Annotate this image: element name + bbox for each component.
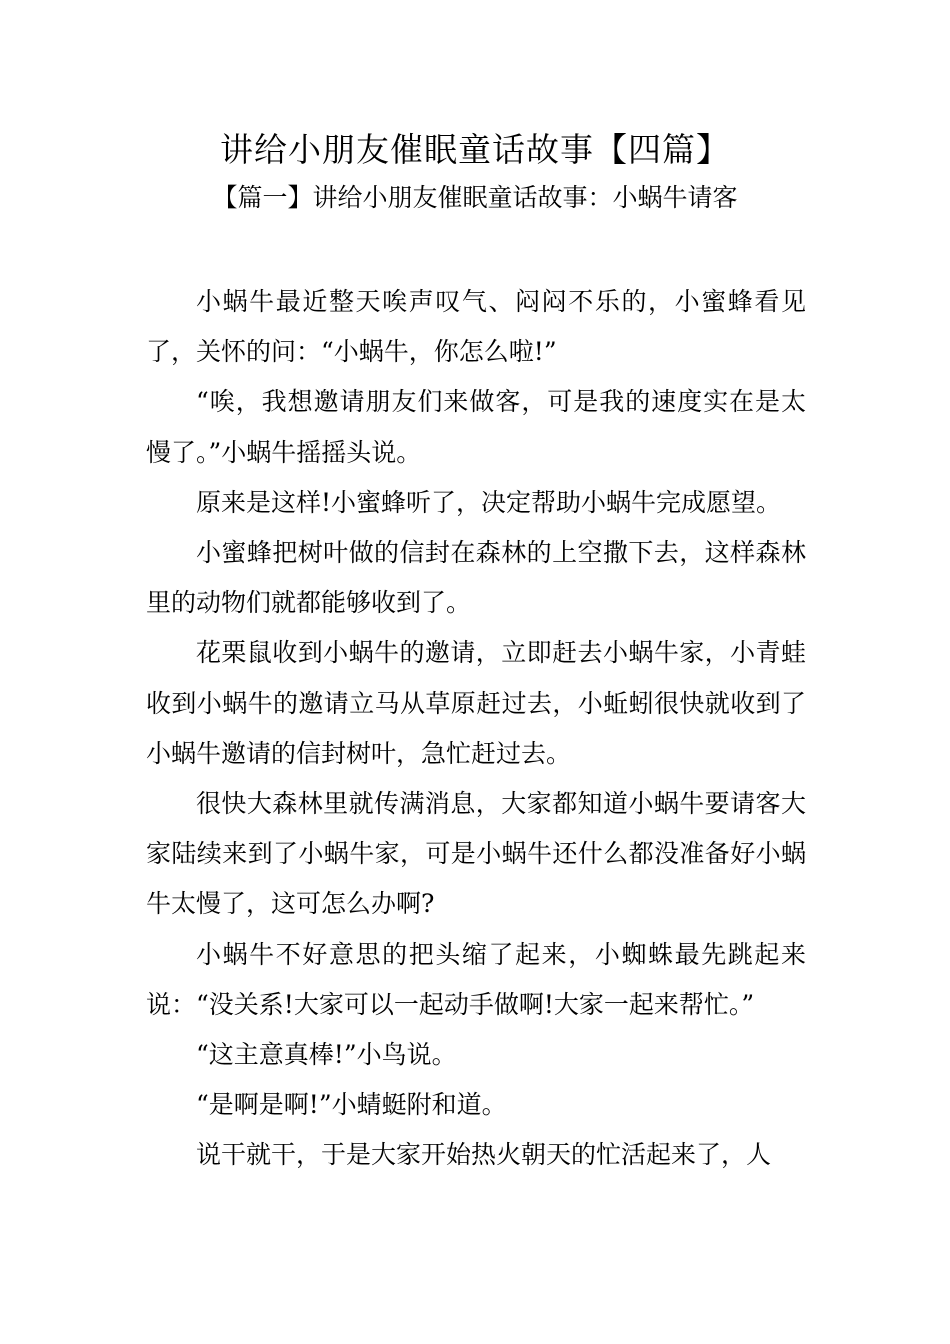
paragraph: 很快大森林里就传满消息，大家都知道小蜗牛要请客大家陆续来到了小蜗牛家，可是小蜗牛还什么都没准备好小蜗牛太慢了，这可怎么办啊? xyxy=(146,789,806,919)
document-title: 讲给小朋友催眠童话故事【四篇】 xyxy=(220,130,730,169)
paragraph: 小蜜蜂把树叶做的信封在森林的上空撒下去，这样森林里的动物们就都能够收到了。 xyxy=(146,538,806,618)
paragraph: 小蜗牛最近整天唉声叹气、闷闷不乐的，小蜜蜂看见了，关怀的问：“小蜗牛，你怎么啦!” xyxy=(146,287,806,367)
paragraph: 原来是这样!小蜜蜂听了，决定帮助小蜗牛完成愿望。 xyxy=(196,487,782,517)
paragraph: “这主意真棒!”小鸟说。 xyxy=(196,1040,457,1070)
paragraph: 花栗鼠收到小蜗牛的邀请，立即赶去小蜗牛家，小青蛙收到小蜗牛的邀请立马从草原赶过去，小蚯蚓很快就收到了小蜗牛邀请的信封树叶，急忙赶过去。 xyxy=(146,638,806,768)
paragraph: 说干就干，于是大家开始热火朝天的忙活起来了，人 xyxy=(196,1140,772,1170)
paragraph: “唉，我想邀请朋友们来做客，可是我的速度实在是太慢了。”小蜗牛摇摇头说。 xyxy=(146,387,806,467)
paragraph: 小蜗牛不好意思的把头缩了起来，小蜘蛛最先跳起来说：“没关系!大家可以一起动手做啊!大家一起来帮忙。” xyxy=(146,939,806,1019)
story-body xyxy=(146,277,806,1181)
section-heading: 【篇一】讲给小朋友催眠童话故事：小蜗牛请客 xyxy=(212,183,738,212)
paragraph: “是啊是啊!”小蜻蜓附和道。 xyxy=(196,1090,507,1120)
